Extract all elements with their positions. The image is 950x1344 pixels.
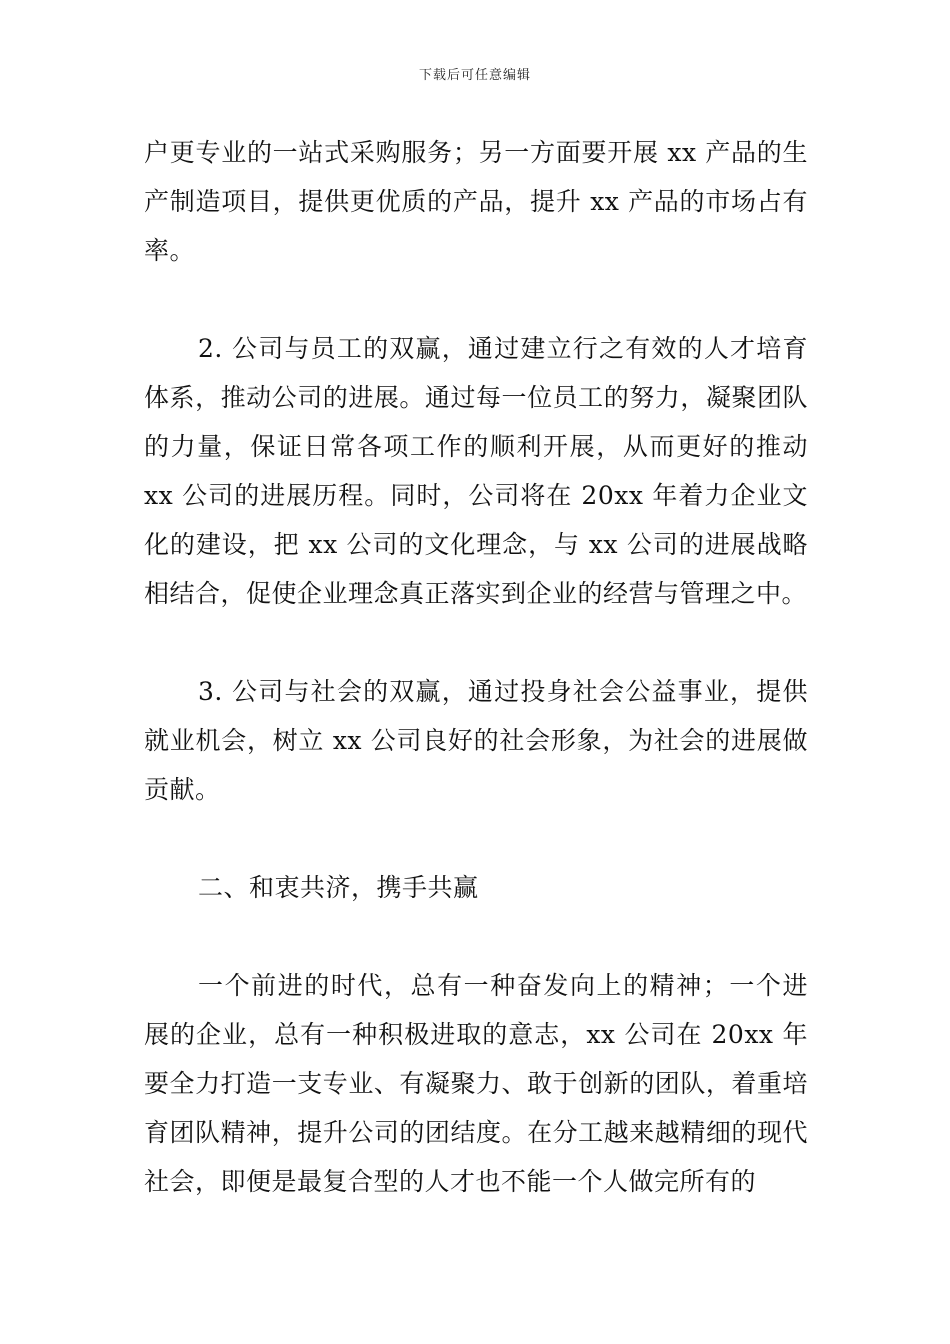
paragraph-society-win: 3. 公司与社会的双赢，通过投身社会公益事业，提供就业机会，树立 xx 公司良好的社会形象，为社会的进展做贡献。 (144, 677, 808, 804)
paragraph-employee-win: 2. 公司与员工的双赢，通过建立行之有效的人才培育体系，推动公司的进展。通过每一位员工的努力，凝聚团队的力量，保证日常各项工作的顺利开展，从而更好的推动 xx 公司的进展历程。同时，公司将在 20xx 年着力企业文化的建设，把 xx 公司的文化理念，与 xx 公司的进展战略相结合，促使企业理念真正落实到企业的经营与管理之中。 (144, 334, 808, 608)
paragraph-gap (144, 912, 808, 961)
paragraph-gap (144, 814, 808, 863)
paragraph-gap (144, 618, 808, 667)
header-note: 下载后可任意编辑 (418, 68, 531, 83)
section-heading: 二、和衷共济，携手共赢 (198, 873, 479, 902)
document-body (144, 128, 808, 1206)
paragraph-team-spirit: 一个前进的时代，总有一种奋发向上的精神；一个进展的企业，总有一种积极进取的意志，xx 公司在 20xx 年要全力打造一支专业、有凝聚力、敢于创新的团队，着重培育团队精神，提升公司的团结度。在分工越来越精细的现代社会，即便是最复合型的人才也不能一个人做完所有的 (144, 971, 808, 1196)
paragraph-continuation: 户更专业的一站式采购服务；另一方面要开展 xx 产品的生产制造项目，提供更优质的产品，提升 xx 产品的市场占有率。 (144, 138, 808, 265)
paragraph-gap (144, 275, 808, 324)
